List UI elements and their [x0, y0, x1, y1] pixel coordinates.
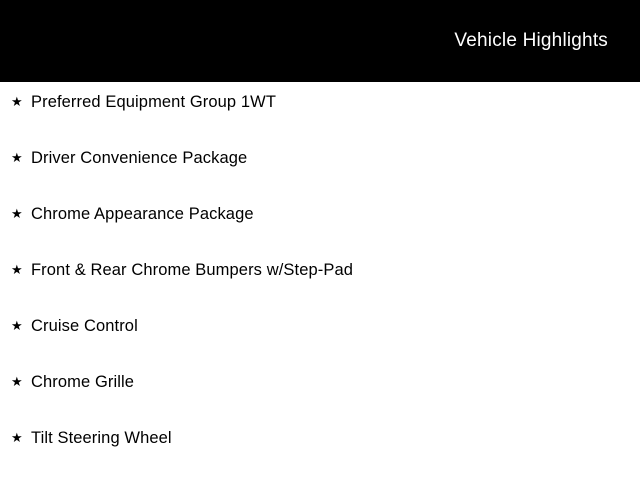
vehicle-highlights-list	[0, 82, 640, 486]
list-item-label: Cruise Control	[31, 317, 138, 335]
list-item-label: Tilt Steering Wheel	[31, 429, 172, 447]
list-item-label: Chrome Appearance Package	[31, 205, 254, 223]
list-item-label: Driver Convenience Package	[31, 149, 248, 167]
list-item-label: Front & Rear Chrome Bumpers w/Step-Pad	[31, 261, 354, 279]
star-icon: ★	[11, 206, 23, 221]
star-icon: ★	[11, 94, 23, 109]
star-icon: ★	[11, 150, 23, 165]
list-item	[0, 206, 640, 262]
header-bar	[0, 0, 640, 82]
list-item	[0, 374, 640, 430]
list-item	[0, 94, 640, 150]
star-icon: ★	[11, 318, 23, 333]
page-title: Vehicle Highlights	[454, 29, 608, 51]
list-item	[0, 430, 640, 486]
star-icon: ★	[11, 262, 23, 277]
list-item	[0, 318, 640, 374]
list-item	[0, 150, 640, 206]
star-icon: ★	[11, 374, 23, 389]
star-icon: ★	[11, 430, 23, 445]
list-item-label: Preferred Equipment Group 1WT	[31, 93, 277, 111]
list-item-label: Chrome Grille	[31, 373, 135, 391]
list-item	[0, 262, 640, 318]
